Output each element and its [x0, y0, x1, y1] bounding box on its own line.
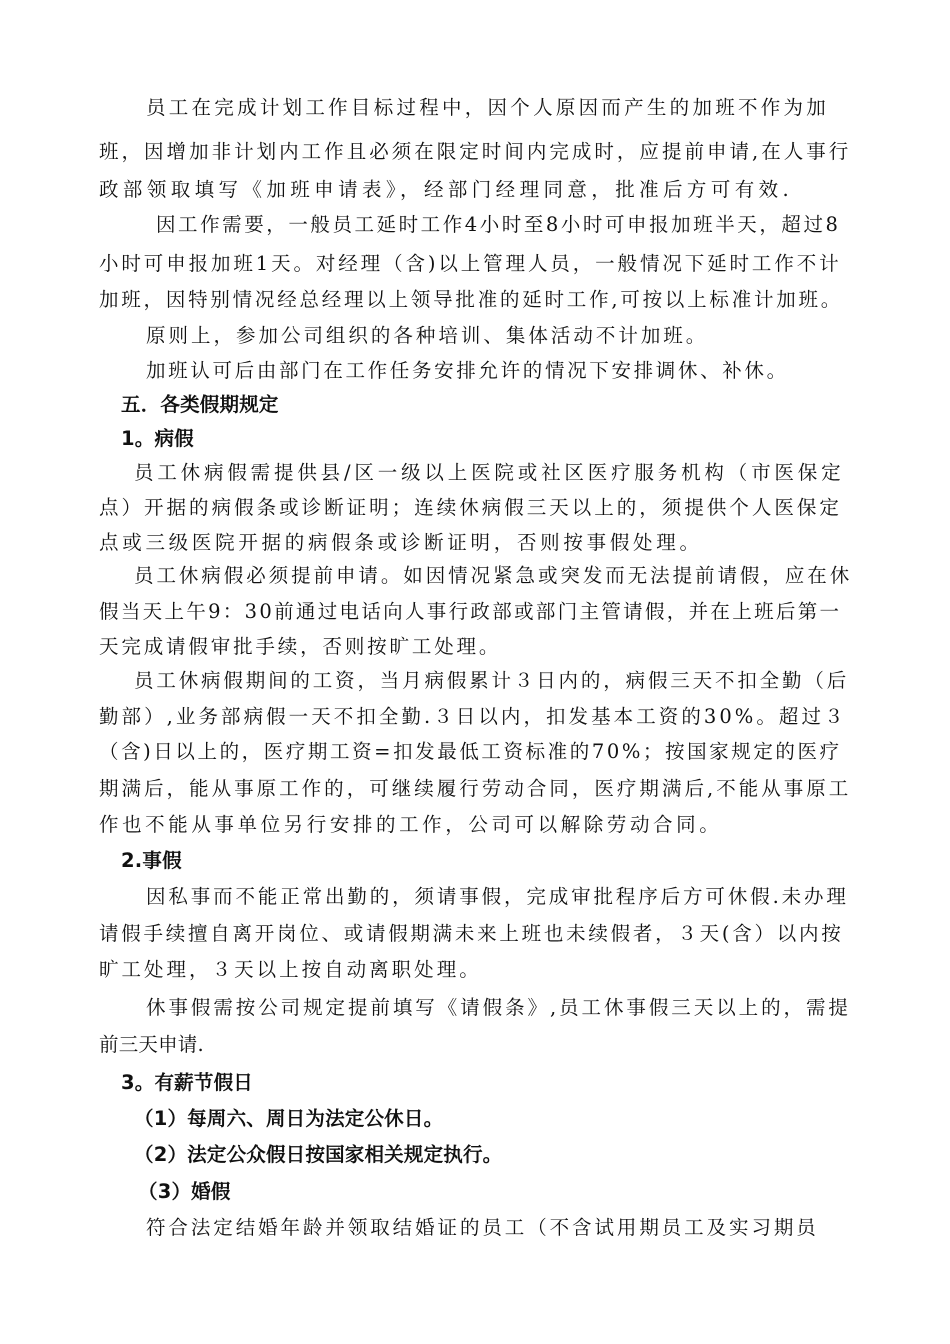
paragraph-line: 点）开据的病假条或诊断证明；连续休病假三天以上的，须提供个人医保定	[99, 496, 842, 519]
paragraph-line: 前三天申请.	[99, 1033, 204, 1056]
paragraph-line: 休事假需按公司规定提前填写《请假条》,员工休事假三天以上的，需提	[146, 996, 851, 1019]
paragraph-line: 原则上，参加公司组织的各种培训、集体活动不计加班。	[146, 324, 709, 347]
paragraph-line: 加班认可后由部门在工作任务安排允许的情况下安排调休、补休。	[146, 359, 789, 382]
paragraph-line: 加班，因特别情况经总经理以上领导批准的延时工作,可按以上标准计加班。	[99, 288, 844, 311]
list-item: （3）婚假	[138, 1180, 231, 1203]
paragraph-line: 员工休病假需提供县/区一级以上医院或社区医疗服务机构（市医保定	[134, 461, 845, 484]
subsection-heading: 1。病假	[121, 427, 194, 450]
paragraph-line: 点或三级医院开据的病假条或诊断证明，否则按事假处理。	[99, 531, 703, 554]
paragraph-line: （含)日以上的，医疗期工资=扣发最低工资标准的70%；按国家规定的医疗	[99, 740, 842, 763]
paragraph-line: 期满后，能从事原工作的，可继续履行劳动合同，医疗期满后,不能从事原工	[99, 777, 852, 800]
paragraph-line: 因工作需要，一般员工延时工作4小时至8小时可申报加班半天，超过8	[156, 213, 841, 236]
paragraph-line: 班，因增加非计划内工作且必须在限定时间内完成时，应提前申请,在人事行	[99, 140, 852, 163]
paragraph-line: 旷工处理，３天以上按自动离职处理。	[99, 958, 482, 981]
list-item: （1）每周六、周日为法定公休日。	[134, 1107, 444, 1130]
paragraph-line: 假当天上午9：30前通过电话向人事行政部或部门主管请假，并在上班后第一	[99, 600, 842, 623]
paragraph-line: 请假手续擅自离开岗位、或请假期满未来上班也未续假者，３天(含）以内按	[99, 922, 844, 945]
paragraph-line: 政部领取填写《加班申请表》，经部门经理同意，批准后方可有效.	[99, 178, 794, 201]
paragraph-line: 勤部）,业务部病假一天不扣全勤.３日以内，扣发基本工资的30%。超过３	[99, 705, 847, 728]
paragraph-line: 天完成请假审批手续，否则按旷工处理。	[99, 635, 502, 658]
paragraph-line: 小时可申报加班1天。对经理（含)以上管理人员，一般情况下延时工作不计	[99, 252, 842, 275]
list-item: （2）法定公众假日按国家相关规定执行。	[134, 1143, 503, 1166]
paragraph-line: 员工在完成计划工作目标过程中，因个人原因而产生的加班不作为加	[146, 96, 830, 119]
paragraph-line: 作也不能从事单位另行安排的工作，公司可以解除劳动合同。	[99, 813, 723, 836]
section-heading: 五．各类假期规定	[121, 393, 279, 416]
paragraph-line: 因私事而不能正常出勤的，须请事假，完成审批程序后方可休假.未办理	[146, 885, 849, 908]
subsection-heading: 3。有薪节假日	[121, 1071, 253, 1094]
paragraph-line: 员工休病假必须提前申请。如因情况紧急或突发而无法提前请假，应在休	[134, 564, 853, 587]
paragraph-line: 符合法定结婚年龄并领取结婚证的员工（不含试用期员工及实习期员	[146, 1216, 819, 1239]
subsection-heading: 2.事假	[121, 849, 182, 872]
paragraph-line: 员工休病假期间的工资，当月病假累计３日内的，病假三天不扣全勤（后	[134, 669, 850, 692]
